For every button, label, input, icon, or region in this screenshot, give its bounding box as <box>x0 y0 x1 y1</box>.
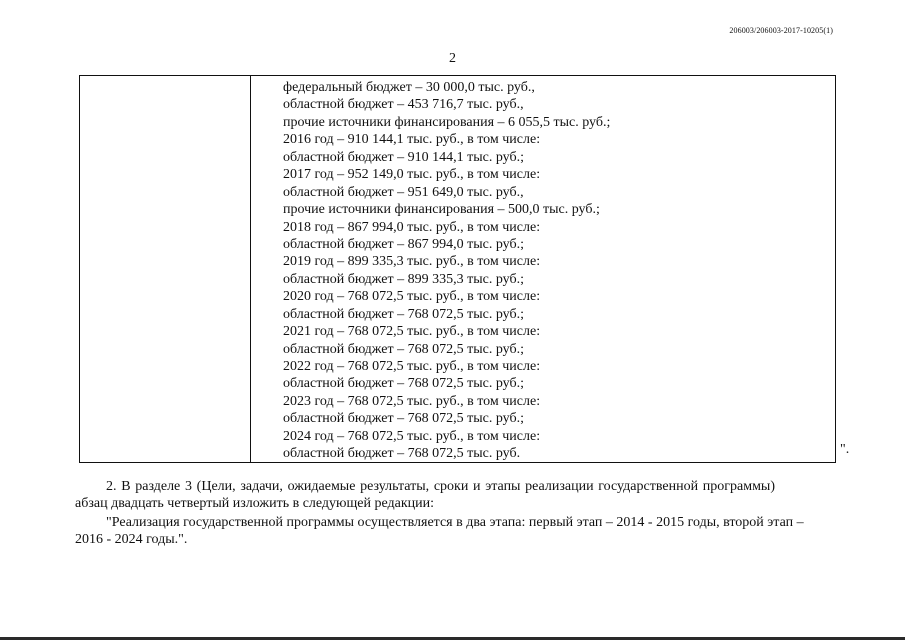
funding-line: областной бюджет – 768 072,5 тыс. руб.; <box>283 341 524 357</box>
funding-line: 2023 год – 768 072,5 тыс. руб., в том числе: <box>283 393 541 409</box>
funding-line: федеральный бюджет – 30 000,0 тыс. руб., <box>283 80 535 95</box>
funding-line: областной бюджет – 867 994,0 тыс. руб.; <box>283 236 524 252</box>
funding-line: 2018 год – 867 994,0 тыс. руб., в том числе: <box>283 219 541 235</box>
funding-line: областной бюджет – 910 144,1 тыс. руб.; <box>283 149 524 165</box>
funding-line: областной бюджет – 899 335,3 тыс. руб.; <box>283 271 524 287</box>
funding-line: областной бюджет – 768 072,5 тыс. руб.; <box>283 376 524 392</box>
funding-line: областной бюджет – 453 716,7 тыс. руб., <box>283 97 524 113</box>
amendment-item-2-line-1: 2. В разделе 3 (Цели, задачи, ожидаемые результаты, сроки и этапы реализации государственной программы) <box>106 479 775 494</box>
funding-line: областной бюджет – 768 072,5 тыс. руб. <box>283 446 521 462</box>
funding-line: 2024 год – 768 072,5 тыс. руб., в том числе: <box>283 428 541 444</box>
funding-line: 2017 год – 952 149,0 тыс. руб., в том числе: <box>283 167 541 183</box>
document-id: 206003/206003-2017-10205(1) <box>729 26 833 35</box>
funding-line: прочие источники финансирования – 6 055,5 тыс. руб.; <box>283 114 611 130</box>
funding-line: 2022 год – 768 072,5 тыс. руб., в том числе: <box>283 359 541 374</box>
quoted-text-line-1: "Реализация государственной программы осуществляется в два этапа: первый этап – 2014 - 2015 годы, второй этап – <box>106 515 804 530</box>
table-column-divider <box>250 75 251 463</box>
funding-lines-list <box>283 79 828 463</box>
funding-line: прочие источники финансирования – 500,0 тыс. руб.; <box>283 202 600 218</box>
quoted-text-line-2: 2016 - 2024 годы.". <box>75 532 188 547</box>
funding-line: 2020 год – 768 072,5 тыс. руб., в том числе: <box>283 289 541 305</box>
funding-line: 2019 год – 899 335,3 тыс. руб., в том числе: <box>283 254 541 270</box>
funding-line: областной бюджет – 951 649,0 тыс. руб., <box>283 184 524 200</box>
page-number: 2 <box>449 51 456 66</box>
closing-quote: ". <box>840 442 850 457</box>
funding-line: 2016 год – 910 144,1 тыс. руб., в том числе: <box>283 132 541 148</box>
amendment-item-2-line-2: абзац двадцать четвертый изложить в следующей редакции: <box>75 496 435 511</box>
funding-line: областной бюджет – 768 072,5 тыс. руб.; <box>283 306 524 322</box>
funding-line: 2021 год – 768 072,5 тыс. руб., в том числе: <box>283 324 541 340</box>
funding-line: областной бюджет – 768 072,5 тыс. руб.; <box>283 411 524 427</box>
